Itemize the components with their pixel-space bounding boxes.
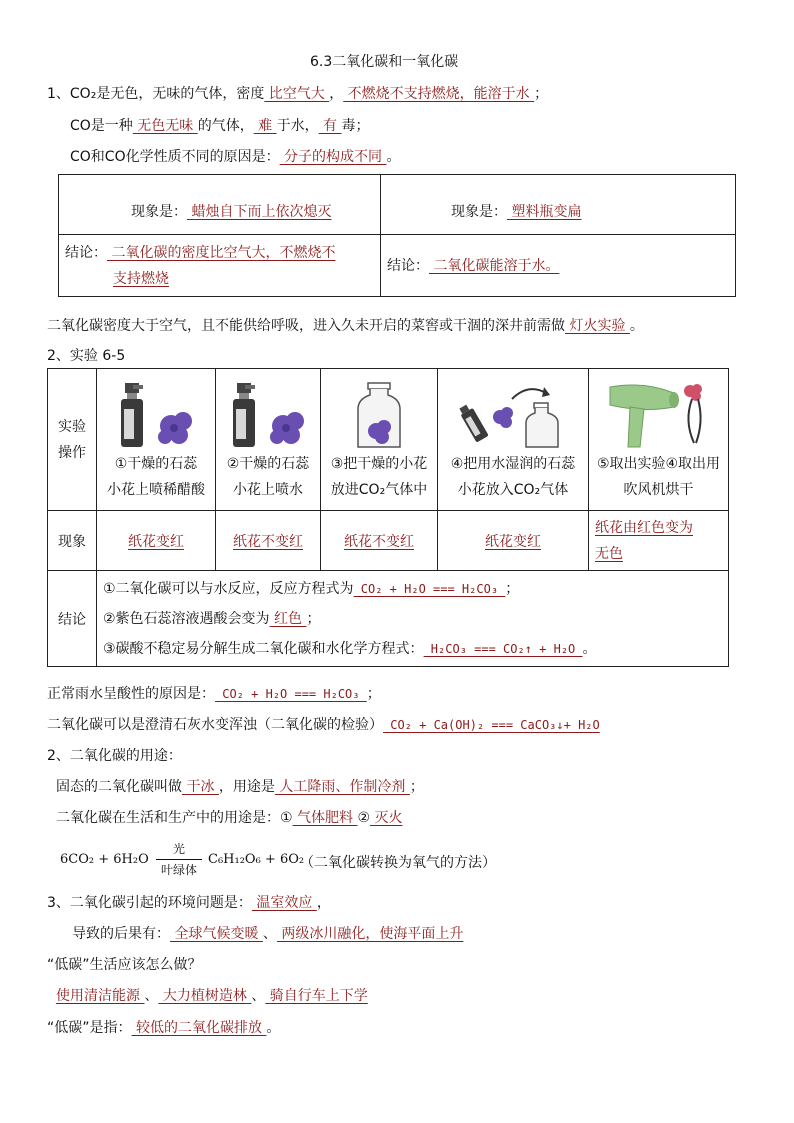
answer-phen-5b: 无色 [595, 545, 623, 562]
co-p2: 的气体， [197, 118, 254, 134]
spray-bottle-icon [121, 383, 143, 447]
right-phen-label: 现象是： [451, 203, 507, 220]
env-end: ， [316, 895, 331, 911]
op1-text-a: ①干燥的石蕊 [114, 455, 198, 472]
op5-text-a: ⑤取出实验④取出用 [596, 455, 721, 472]
right-phenomenon-cell [381, 175, 736, 235]
operation-1-cell [97, 369, 216, 511]
answer-density-conclusion-cont: 支持燃烧 [113, 270, 169, 287]
spray-bottle-icon [233, 383, 255, 447]
op4-text-b: 小花放入CO₂气体 [457, 481, 569, 498]
op3-text-a: ③把干燥的小花 [330, 455, 428, 472]
answer-red: 红色 [269, 610, 307, 627]
photo-bar [156, 859, 202, 860]
photo-condition-chloroplast: 叶绿体 [160, 863, 197, 877]
left-phenomenon-cell [59, 175, 381, 235]
rain-line [47, 684, 381, 704]
answer-phen-3: 纸花不变红 [344, 533, 414, 550]
operation-label-b: 操作 [58, 444, 86, 461]
right-conclusion-cell [381, 235, 736, 297]
c3-end: 。 [582, 640, 597, 657]
gas-jar-icon [526, 403, 558, 447]
conclusion-label-cell: 结论 [48, 571, 97, 667]
answer-fertilizer: 气体肥料 [292, 810, 358, 826]
hair-dryer-icon [610, 385, 679, 447]
diff-end: 。 [386, 149, 401, 165]
q1-line [47, 84, 548, 104]
answer-fire: 灭火 [370, 810, 403, 826]
phenomenon-5-cell [589, 511, 729, 571]
hair-dryer-figure [604, 381, 714, 451]
co-line [70, 116, 370, 136]
photo-lhs: 6CO₂ + 6H₂O [60, 852, 149, 867]
operation-label-cell [48, 369, 97, 511]
co-p4: 毒； [341, 118, 370, 134]
answer-dry-ice: 干冰 [182, 779, 219, 795]
c3-text: ③碳酸不稳定易分解生成二氧化碳和水化学方程式： [103, 640, 424, 657]
q1-sep: ， [329, 86, 344, 102]
answer-phen-2: 纸花不变红 [233, 533, 303, 550]
photo-condition-light: 光 [172, 842, 185, 856]
answer-solubility-conclusion: 二氧化碳能溶于水。 [429, 257, 560, 274]
flower-icon [158, 412, 192, 444]
photo-rhs: C₆H₁₂O₆ + 6O₂ [208, 852, 305, 867]
dryice-line [56, 777, 424, 797]
gas-jar-figure [334, 381, 424, 451]
conclusion-3 [97, 634, 728, 664]
op4-text-a: ④把用水湿润的石蕊 [450, 455, 576, 472]
phenomenon-1-cell [97, 511, 216, 571]
lowc-def-end: 。 [266, 1020, 281, 1036]
dryice-p2: ，用途是 [218, 779, 275, 795]
limewater-line [47, 715, 600, 735]
left-phen-label: 现象是： [131, 203, 187, 220]
rain-p1: 正常雨水呈酸性的原因是： [47, 686, 215, 702]
life-use-line [56, 808, 402, 828]
consequence-line [72, 924, 463, 944]
conclusion-cell [97, 571, 729, 667]
page-title: 6.3二氧化碳和一氧化碳 [310, 54, 459, 70]
answer-phen-4: 纸花变红 [485, 533, 541, 550]
flower-icon [493, 407, 513, 428]
limewater-p1: 二氧化碳可以是澄清石灰水变浑浊（二氧化碳的检验） [47, 717, 383, 733]
operation-3-cell [321, 369, 438, 511]
low-carbon-question: “低碳”生活应该怎么做？ [47, 957, 202, 973]
cellar-end: 。 [629, 318, 644, 334]
co-p3: 于水， [276, 118, 319, 134]
property-table [58, 174, 736, 297]
diff-p1: CO和CO化学性质不同的原因是： [70, 149, 280, 165]
answer-decompose-eq: H₂CO₃ === CO₂↑ + H₂O [423, 641, 583, 656]
phenomenon-3-cell [321, 511, 438, 571]
c1-text: ①二氧化碳可以与水反应，反应方程式为 [103, 580, 354, 597]
phenomenon-label-cell: 现象 [48, 511, 97, 571]
c2-end: ； [306, 610, 321, 627]
left-concl-label: 结论： [65, 244, 107, 261]
op3-text-b: 放进CO₂气体中 [330, 481, 428, 498]
answer-bicycle: 骑自行车上下学 [265, 988, 368, 1004]
uses-heading: 2、二氧化碳的用途： [47, 748, 182, 764]
answer-greenhouse: 温室效应 [251, 895, 317, 911]
answer-phen-1: 纸花变红 [128, 533, 184, 550]
spray-bottle-flower-figure-1 [111, 381, 201, 451]
conclusion-1 [97, 574, 728, 604]
answer-plant-trees: 大力植树造林 [158, 988, 252, 1004]
op2-text-a: ②干燥的石蕊 [226, 455, 310, 472]
left-conclusion-cell [59, 235, 381, 297]
lowc-def-p1: “低碳”是指： [47, 1020, 132, 1036]
answer-rain-eq: CO₂ + H₂O === H₂CO₃ [215, 687, 367, 701]
cellar-line [47, 316, 644, 336]
answer-phen-5a: 纸花由红色变为 [595, 519, 693, 536]
flower-icon [684, 384, 702, 401]
operation-label-a: 实验 [58, 418, 86, 435]
phenomenon-4-cell [438, 511, 589, 571]
spray-bottle-flower-figure-2 [223, 381, 313, 451]
c1-end: ； [505, 580, 520, 597]
answer-clean-energy: 使用清洁能源 [56, 988, 145, 1004]
answer-warming: 全球气候变暖 [170, 926, 263, 942]
photo-note: （二氧化碳转换为氧气的方法） [300, 855, 496, 871]
arrow-icon [512, 389, 546, 399]
conseq-sep: 、 [262, 926, 277, 942]
answer-co-solubility: 难 [253, 118, 277, 134]
q1-prefix: 1、CO₂是无色，无味的气体，密度 [47, 86, 265, 102]
answer-bottle: 塑料瓶变扁 [507, 203, 582, 220]
answer-co-toxicity: 有 [318, 118, 342, 134]
lifeuse-p1: 二氧化碳在生活和生产中的用途是：① [56, 810, 293, 826]
right-concl-label: 结论： [387, 257, 429, 274]
experiment-table [47, 368, 729, 667]
env-p1: 3、二氧化碳引起的环境问题是： [47, 895, 252, 911]
diff-line [70, 147, 401, 167]
c2-text: ②紫色石蕊溶液遇酸会变为 [103, 610, 270, 627]
answer-co2-property: 不燃烧不支持燃烧，能溶于水 [343, 86, 535, 102]
lifeuse-p2: ② [357, 810, 371, 826]
answer-density-conclusion: 二氧化碳的密度比空气大，不燃烧不 [107, 244, 336, 261]
answer-limewater-eq: CO₂ + Ca(OH)₂ === CaCO₃↓+ H₂O [383, 718, 600, 732]
operation-2-cell [216, 369, 321, 511]
low-carbon-answers [56, 986, 368, 1006]
env-line [47, 893, 331, 913]
co-p1: CO是一种 [70, 118, 133, 134]
conclusion-2 [97, 604, 728, 634]
dryice-p1: 固态的二氧化碳叫做 [56, 779, 182, 795]
answer-dry-ice-use: 人工降雨、作制冷剂 [274, 779, 410, 795]
operation-4-cell [438, 369, 589, 511]
dryice-end: ； [409, 779, 424, 795]
operation-5-cell [589, 369, 729, 511]
phenomenon-2-cell [216, 511, 321, 571]
conseq-p1: 导致的后果有： [72, 926, 170, 942]
experiment-heading: 2、实验 6-5 [47, 348, 126, 364]
answer-low-emission: 较低的二氧化碳排放 [131, 1020, 267, 1036]
answer-candle: 蜡烛自下而上依次熄灭 [187, 203, 332, 220]
cellar-p1: 二氧化碳密度大于空气，且不能供给呼吸，进入久未开启的菜窖或干涸的深井前需做 [47, 318, 565, 334]
rain-end: ； [366, 686, 381, 702]
spray-into-jar-figure [458, 381, 568, 451]
answer-sea-level: 两级冰川融化，使海平面上升 [276, 926, 464, 942]
op5-text-b: 吹风机烘干 [623, 481, 694, 498]
lowc-sep-1: 、 [144, 988, 159, 1004]
answer-co-color: 无色无味 [132, 118, 198, 134]
op2-text-b: 小花上喷水 [233, 481, 303, 498]
flower-icon [270, 412, 304, 444]
answer-co2-water-eq: CO₂ + H₂O === H₂CO₃ [353, 581, 506, 596]
lowc-sep-2: 、 [251, 988, 266, 1004]
answer-density: 比空气大 [264, 86, 330, 102]
spray-bottle-icon [458, 402, 489, 442]
q1-end: ； [534, 86, 549, 102]
low-carbon-definition [47, 1018, 280, 1038]
photosynthesis-formula [60, 840, 496, 880]
op1-text-b: 小花上喷稀醋酸 [107, 481, 205, 498]
answer-lamp-test: 灯火实验 [565, 318, 630, 334]
clamp-icon [688, 399, 700, 443]
answer-difference: 分子的构成不同 [279, 149, 387, 165]
